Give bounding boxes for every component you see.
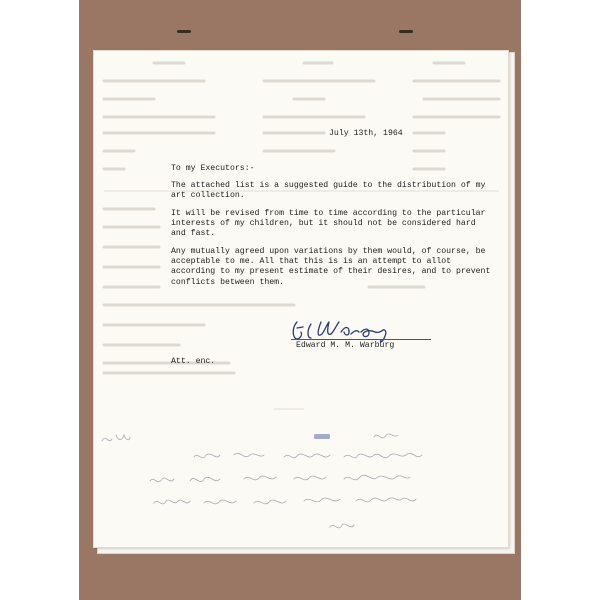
punch-hole-right: [399, 30, 413, 33]
signature-line: [291, 339, 431, 340]
paragraph-3: Any mutually agreed upon variations by them would, of course, be acceptable to me. All that this is is an attempt to allot according to my present estimate of their desires, and to prevent conflicts between them.: [171, 247, 491, 287]
pencil-notes: [94, 411, 508, 548]
letter-date: July 13th, 1964: [329, 129, 403, 138]
salutation: To my Executors:-: [171, 164, 255, 173]
attachment-note: Att. enc.: [171, 357, 216, 366]
letter-sheet: [93, 50, 509, 548]
punch-hole-left: [177, 30, 191, 33]
signer-name: Edward M. M. Warburg: [296, 341, 395, 350]
paragraph-2: It will be revised from time to time according to the particular interests of my children, but it should not be considered hard and fast.: [171, 209, 486, 239]
paragraph-1: The attached list is a suggested guide to the distribution of my art collection.: [171, 181, 486, 201]
